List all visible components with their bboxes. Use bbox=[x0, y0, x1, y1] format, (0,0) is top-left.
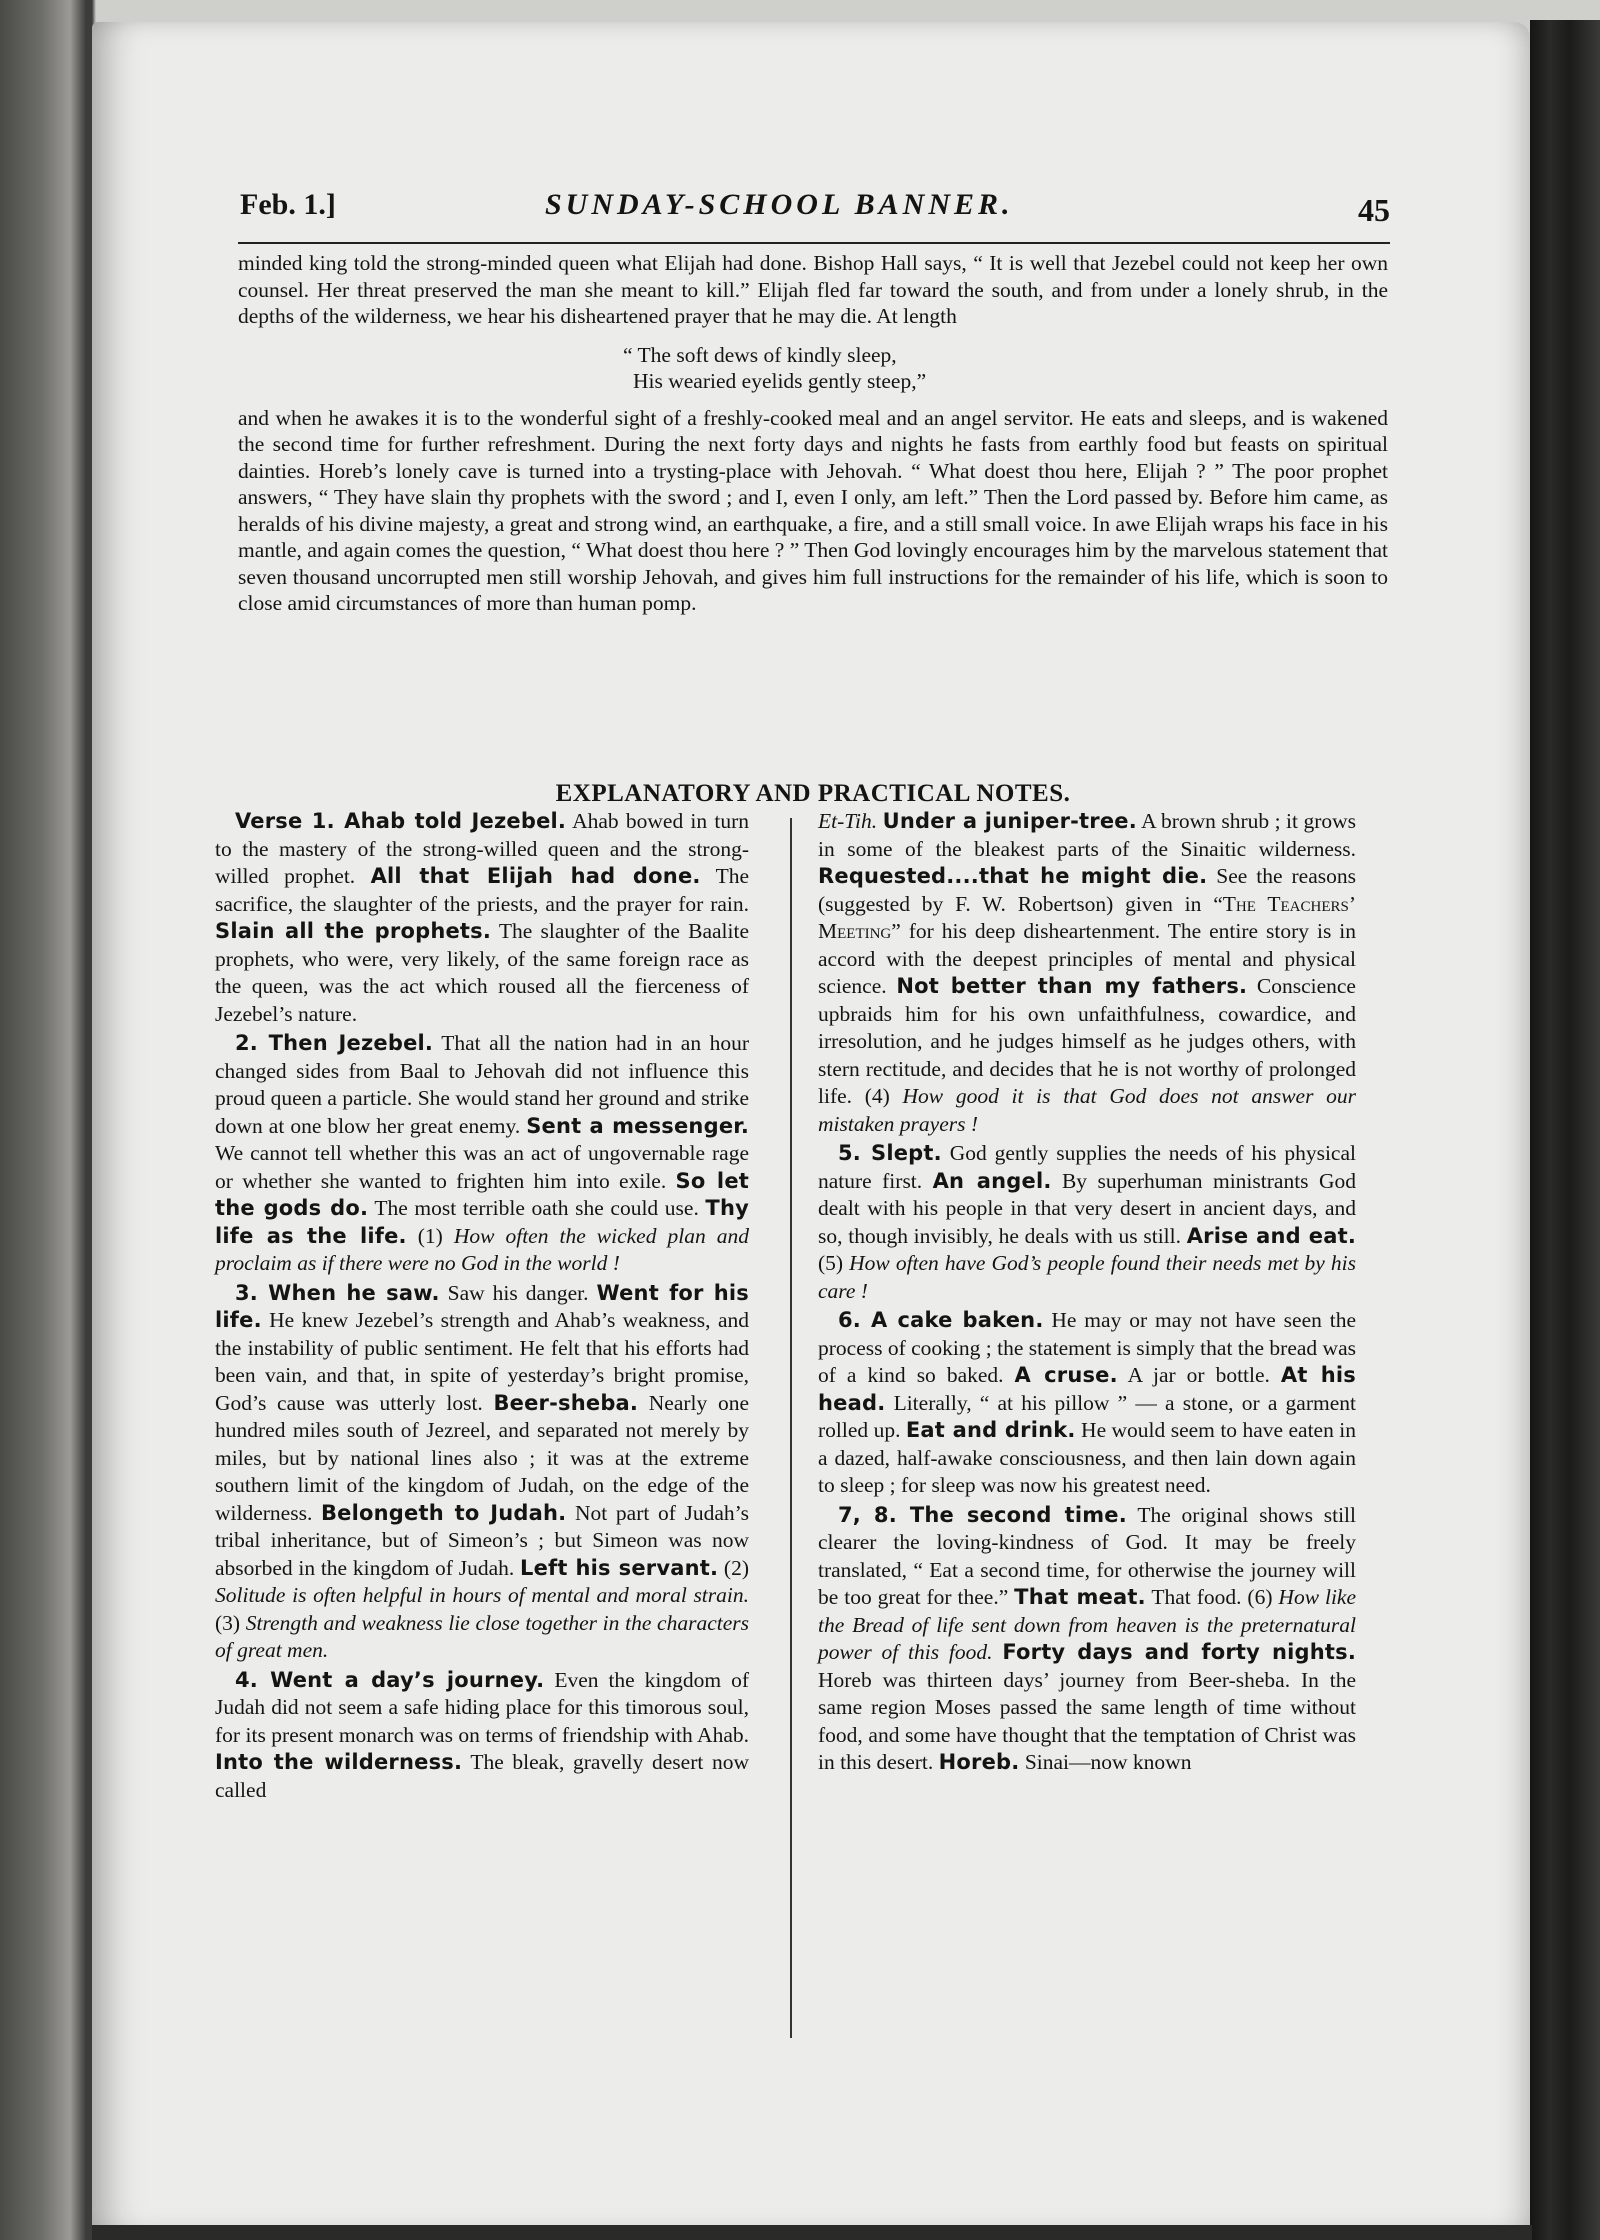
note-text: The sacrifice, the slaughter of the priests, and the prayer for rain. bbox=[215, 864, 750, 916]
note-text: (2) bbox=[718, 1555, 749, 1580]
note-text: Literally, “ at his pillow ” — a stone, or a garment rolled up. bbox=[818, 1390, 1356, 1442]
practical-lesson: How often have God’s people found their needs met by his care ! bbox=[818, 1251, 1356, 1303]
narrative-paragraph: and when he awakes it is to the wonderful sight of a freshly-cooked meal and an angel servitor. He eats and sleeps, and is wakened the second time for further refreshment. During the next forty days and nights he fasts from earthly food but feasts on spiritual dainties. Horeb’s lonely cave is turned into a trysting-place with Jehovah. “ What doest thou here, Elijah ? ” The poor prophet answers, “ They have slain thy prophets with the sword ; and I, even I only, am left.” Then the Lord passed by. Before him came, as heralds of his divine majesty, a great and strong wind, an earthquake, a fire, and a still small voice. In awe Elijah wraps his face in his mantle, and again comes the question, “ What doest thou here ? ” Then God lovingly encourages him by the marvelous statement that seven thousand uncorrupted men still worship Jehovah, and gives him full instructions for the remainder of his life, which is soon to close amid circumstances of more than human pomp. bbox=[238, 405, 1388, 615]
note-verses-7-8 bbox=[818, 1502, 1356, 1777]
note-text: Not part of Judah’s tribal inheritance, but of Simeon’s ; but Simeon was now absorbed in the kingdom of Judah. bbox=[215, 1500, 750, 1580]
note-head: All that Elijah had done. bbox=[370, 864, 701, 888]
note-head: Not better than my fathers. bbox=[896, 974, 1248, 998]
note-head: Forty days and forty nights. bbox=[1002, 1640, 1357, 1664]
note-text: Horeb was thirteen days’ journey from Beer-sheba. In the same region Moses passed the same length of time without food, and some have thought that the temptation of Christ was in this desert. bbox=[818, 1667, 1356, 1774]
note-head: 6. A cake baken. bbox=[838, 1308, 1044, 1332]
note-text: Even the kingdom of Judah did not seem a safe hiding place for this timorous soul, for its present monarch was on terms of friendship with Ahab. bbox=[215, 1667, 749, 1747]
note-head: Arise and eat. bbox=[1186, 1223, 1356, 1248]
practical-lesson: Strength and weakness lie close together in the characters of great men. bbox=[215, 1610, 749, 1662]
note-verse-5 bbox=[818, 1140, 1356, 1305]
note-text: Saw his danger. bbox=[439, 1280, 597, 1305]
lesson-narrative bbox=[238, 250, 1388, 617]
note-head: Into the wilderness. bbox=[215, 1750, 463, 1774]
header-rule bbox=[238, 242, 1390, 244]
note-head: A cruse. bbox=[1014, 1363, 1118, 1387]
reference-title: The Teachers’ Meeting bbox=[818, 891, 1357, 943]
practical-lesson: How often the wicked plan and proclaim as if there were no God in the world ! bbox=[215, 1223, 749, 1275]
note-text bbox=[993, 1640, 1003, 1664]
notes-column-left bbox=[215, 808, 749, 1806]
note-text: ” for his deep disheartenment. The entire story is in accord with the deepest principles of mental and physical science. bbox=[818, 919, 1356, 998]
note-head: Left his servant. bbox=[520, 1555, 719, 1580]
book-cover-edge bbox=[1530, 20, 1600, 2240]
note-verse-2 bbox=[215, 1030, 749, 1278]
note-head: Verse 1. Ahab told Jezebel. bbox=[235, 809, 567, 833]
place-name: Et-Tih. bbox=[818, 809, 878, 833]
note-head: That meat. bbox=[1014, 1585, 1146, 1609]
note-head: Requested....that he might die. bbox=[818, 864, 1208, 888]
note-verse-1 bbox=[215, 808, 749, 1028]
quoted-verse bbox=[623, 342, 1388, 395]
page-number: 45 bbox=[1358, 192, 1390, 228]
note-text: Conscience upbraids him for his own unfaithfulness, cowardice, and irresolution, and he judges himself as he judges others, with stern rectitude, and decides that he is not worthy of prolonged life. (4) bbox=[818, 974, 1356, 1108]
book-bottom-edge bbox=[92, 2225, 1532, 2240]
practical-lesson: How good it is that God does not answer our mistaken prayers ! bbox=[818, 1084, 1357, 1136]
note-verse-4 bbox=[215, 1667, 749, 1805]
note-head: Belongeth to Judah. bbox=[320, 1500, 567, 1525]
note-text: Sinai—now known bbox=[1019, 1750, 1192, 1774]
note-head: 5. Slept. bbox=[838, 1141, 942, 1165]
verse-line: “ The soft dews of kindly sleep, bbox=[623, 342, 897, 367]
note-verse-3 bbox=[215, 1280, 749, 1665]
running-head bbox=[240, 188, 1390, 232]
notes-heading: EXPLANATORY AND PRACTICAL NOTES. bbox=[555, 780, 1071, 807]
note-head: 2. Then Jezebel. bbox=[235, 1031, 434, 1055]
note-head: At his head. bbox=[818, 1363, 1357, 1415]
practical-lesson: Solitude is often helpful in hours of mental and moral strain. bbox=[215, 1583, 749, 1607]
note-text: A brown shrub ; it grows in some of the bleakest parts of the Sinaitic wilderness. bbox=[818, 809, 1356, 861]
narrative-paragraph: minded king told the strong-minded queen what Elijah had done. Bishop Hall says, “ It is well that Jezebel could not keep her own counsel. Her threat preserved the man she meant to kill.” Elijah fled far toward the south, and from under a lonely shrub, in the depths of the wilderness, we hear his disheartened prayer that he may die. At length bbox=[238, 251, 1388, 328]
note-text: He would seem to have eaten in a dazed, half-awake consciousness, and then lain down again to sleep ; for sleep was now his greatest need. bbox=[818, 1418, 1356, 1497]
note-text: A jar or bottle. bbox=[1117, 1363, 1281, 1387]
note-text: That food. (6) bbox=[1145, 1585, 1279, 1609]
note-head: 3. When he saw. bbox=[235, 1280, 440, 1305]
note-text: The slaughter of the Baalite prophets, who were, very likely, of the same foreign race as the queen, was the act which roused all the fierceness of Jezebel’s nature. bbox=[215, 919, 750, 1026]
note-head: 7, 8. The second time. bbox=[838, 1502, 1127, 1527]
note-head: Sent a messenger. bbox=[526, 1113, 749, 1138]
note-text: The original shows still clearer the loving-kindness of God. It may be freely translated, “ Eat a second time, for otherwise the journey will be too great for thee.” bbox=[818, 1502, 1356, 1609]
note-text: We cannot tell whether this was an act of ungovernable rage or whether she wanted to frighten him into exile. bbox=[215, 1141, 749, 1193]
note-text: God gently supplies the needs of his physical nature first. bbox=[818, 1141, 1356, 1193]
note-text: By superhuman ministrants God dealt with his people in that very desert in ancient days, and so, though invisibly, he deals with us still. bbox=[818, 1168, 1356, 1248]
note-text: He may or may not have seen the process of cooking ; the statement is simply that the bread was of a kind so baked. bbox=[818, 1308, 1356, 1387]
note-head: Went for his life. bbox=[215, 1280, 749, 1332]
notes-column-right bbox=[818, 808, 1356, 1779]
note-text: Ahab bowed in turn to the mastery of the strong-willed queen and the strong-willed prophet. bbox=[215, 809, 749, 888]
note-head: Slain all the prophets. bbox=[215, 919, 492, 943]
note-head: Under a juniper-tree. bbox=[882, 809, 1137, 833]
note-text: That all the nation had in an hour changed sides from Baal to Jehovah did not influence this proud queen a particle. She would stand her ground and strike down at one blow her great enemy. bbox=[215, 1031, 749, 1138]
note-text: See the reasons (suggested by F. W. Robertson) given in “ bbox=[818, 864, 1356, 916]
note-verse-4-continued bbox=[818, 808, 1356, 1138]
practical-lesson: How like the Bread of life sent down from heaven is the preternatural power of this food. bbox=[818, 1585, 1356, 1664]
note-text: Nearly one hundred miles south of Jezreel, and separated not merely by miles, but by national lines also ; it was at the extreme southern limit of the kingdom of Judah, on the edge of the wilderness. bbox=[215, 1390, 749, 1525]
note-text: He knew Jezebel’s strength and Ahab’s weakness, and the instability of public sentiment. He felt that his efforts had been vain, and that, in spite of yesterday’s bright promise, God’s cause was utterly lost. bbox=[215, 1308, 749, 1415]
note-head: 4. Went a day’s journey. bbox=[235, 1667, 545, 1692]
note-text: The bleak, gravelly desert now called bbox=[215, 1750, 749, 1802]
note-text: The most terrible oath she could use. bbox=[368, 1196, 706, 1220]
note-text: (1) bbox=[406, 1223, 454, 1248]
note-head: Thy life as the life. bbox=[215, 1196, 749, 1248]
periodical-title: SUNDAY-SCHOOL BANNER. bbox=[545, 188, 1014, 221]
column-divider bbox=[790, 818, 792, 2038]
note-head: Eat and drink. bbox=[905, 1418, 1076, 1442]
note-head: Horeb. bbox=[938, 1750, 1020, 1774]
note-head: An angel. bbox=[932, 1168, 1052, 1193]
note-head: So let the gods do. bbox=[215, 1168, 750, 1220]
note-text: (3) bbox=[215, 1610, 246, 1635]
note-head: Beer-sheba. bbox=[493, 1390, 639, 1415]
verse-line: His wearied eyelids gently steep,” bbox=[633, 369, 927, 393]
note-verse-6 bbox=[818, 1307, 1356, 1500]
issue-date: Feb. 1.] bbox=[240, 188, 336, 221]
note-text: (5) bbox=[818, 1251, 850, 1275]
